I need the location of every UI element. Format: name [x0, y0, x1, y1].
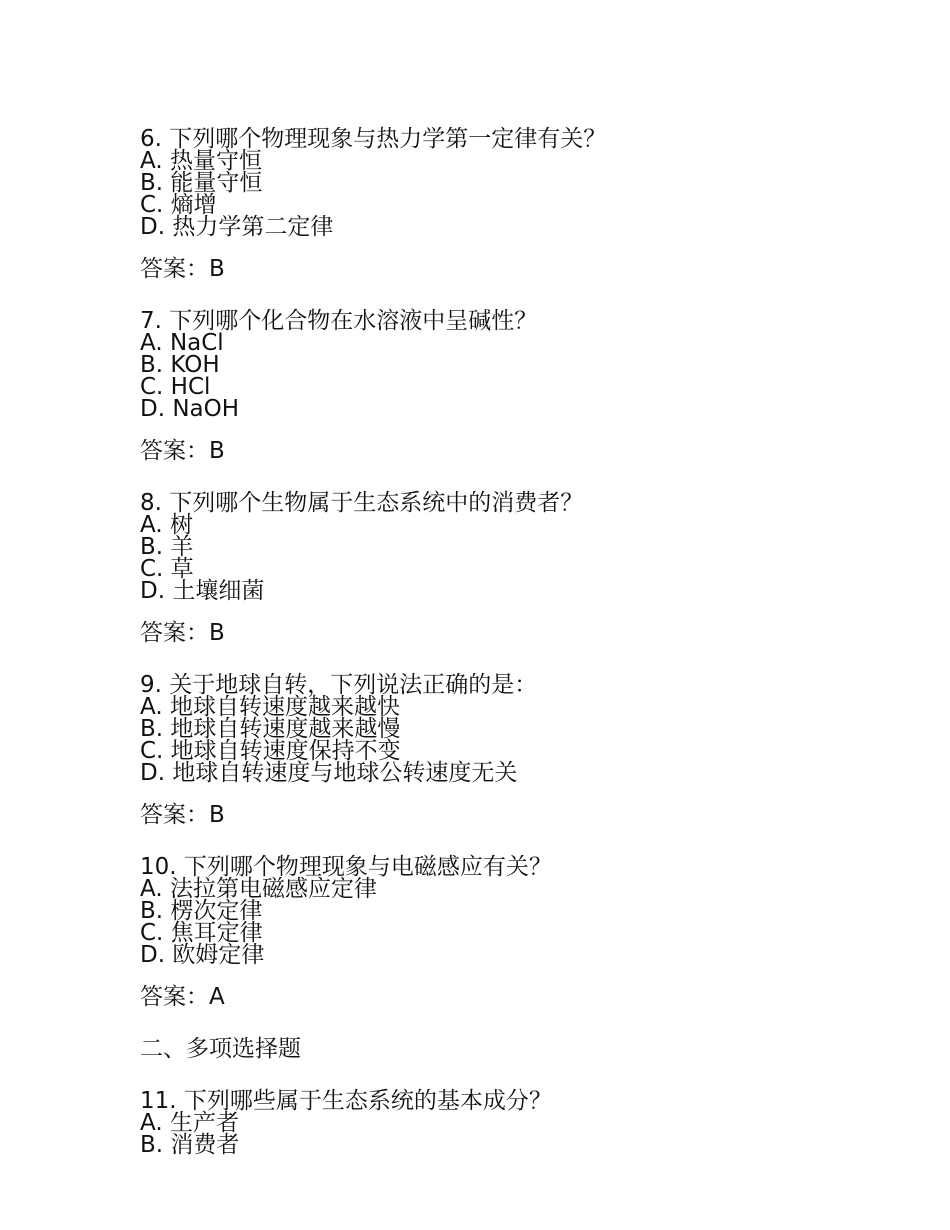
option-b: B. 楞次定律 [140, 898, 263, 924]
question-stem: 6. 下列哪个物理现象与热力学第一定律有关？ [140, 126, 607, 152]
document-page [140, 128, 840, 1176]
question-10 [140, 856, 840, 966]
option-a: A. 热量守恒 [140, 148, 262, 174]
question-stem: 10. 下列哪个物理现象与电磁感应有关？ [140, 854, 552, 880]
option-b: B. 羊 [140, 534, 194, 560]
answer-10: 答案：A [140, 984, 225, 1010]
answer-8: 答案：B [140, 620, 225, 646]
question-stem: 9. 关于地球自转，下列说法正确的是： [140, 672, 538, 698]
answer-9: 答案：B [140, 802, 225, 828]
option-d: D. NaOH [140, 396, 240, 422]
option-d: D. 欧姆定律 [140, 942, 265, 968]
option-b: B. 消费者 [140, 1132, 240, 1158]
question-7 [140, 310, 840, 420]
option-c: C. 焦耳定律 [140, 920, 263, 946]
question-11 [140, 1090, 840, 1156]
option-d: D. 地球自转速度与地球公转速度无关 [140, 760, 518, 786]
option-a: A. 生产者 [140, 1110, 239, 1136]
question-8 [140, 492, 840, 602]
option-c: C. 草 [140, 556, 194, 582]
option-b: B. 能量守恒 [140, 170, 263, 196]
option-a: A. 法拉第电磁感应定律 [140, 876, 377, 902]
option-a: A. NaCl [140, 330, 224, 356]
option-d: D. 土壤细菌 [140, 578, 265, 604]
option-a: A. 树 [140, 512, 193, 538]
question-9 [140, 674, 840, 784]
question-6 [140, 128, 840, 238]
section-title-multiple-choice: 二、多项选择题 [140, 1036, 301, 1062]
option-c: C. 熵增 [140, 192, 217, 218]
option-a: A. 地球自转速度越来越快 [140, 694, 400, 720]
option-c: C. HCl [140, 374, 211, 400]
question-stem: 8. 下列哪个生物属于生态系统中的消费者？ [140, 490, 584, 516]
option-d: D. 热力学第二定律 [140, 214, 334, 240]
question-stem: 7. 下列哪个化合物在水溶液中呈碱性？ [140, 308, 538, 334]
question-stem: 11. 下列哪些属于生态系统的基本成分？ [140, 1088, 552, 1114]
option-c: C. 地球自转速度保持不变 [140, 738, 401, 764]
answer-7: 答案：B [140, 438, 225, 464]
answer-6: 答案：B [140, 256, 225, 282]
option-b: B. 地球自转速度越来越慢 [140, 716, 401, 742]
option-b: B. KOH [140, 352, 220, 378]
